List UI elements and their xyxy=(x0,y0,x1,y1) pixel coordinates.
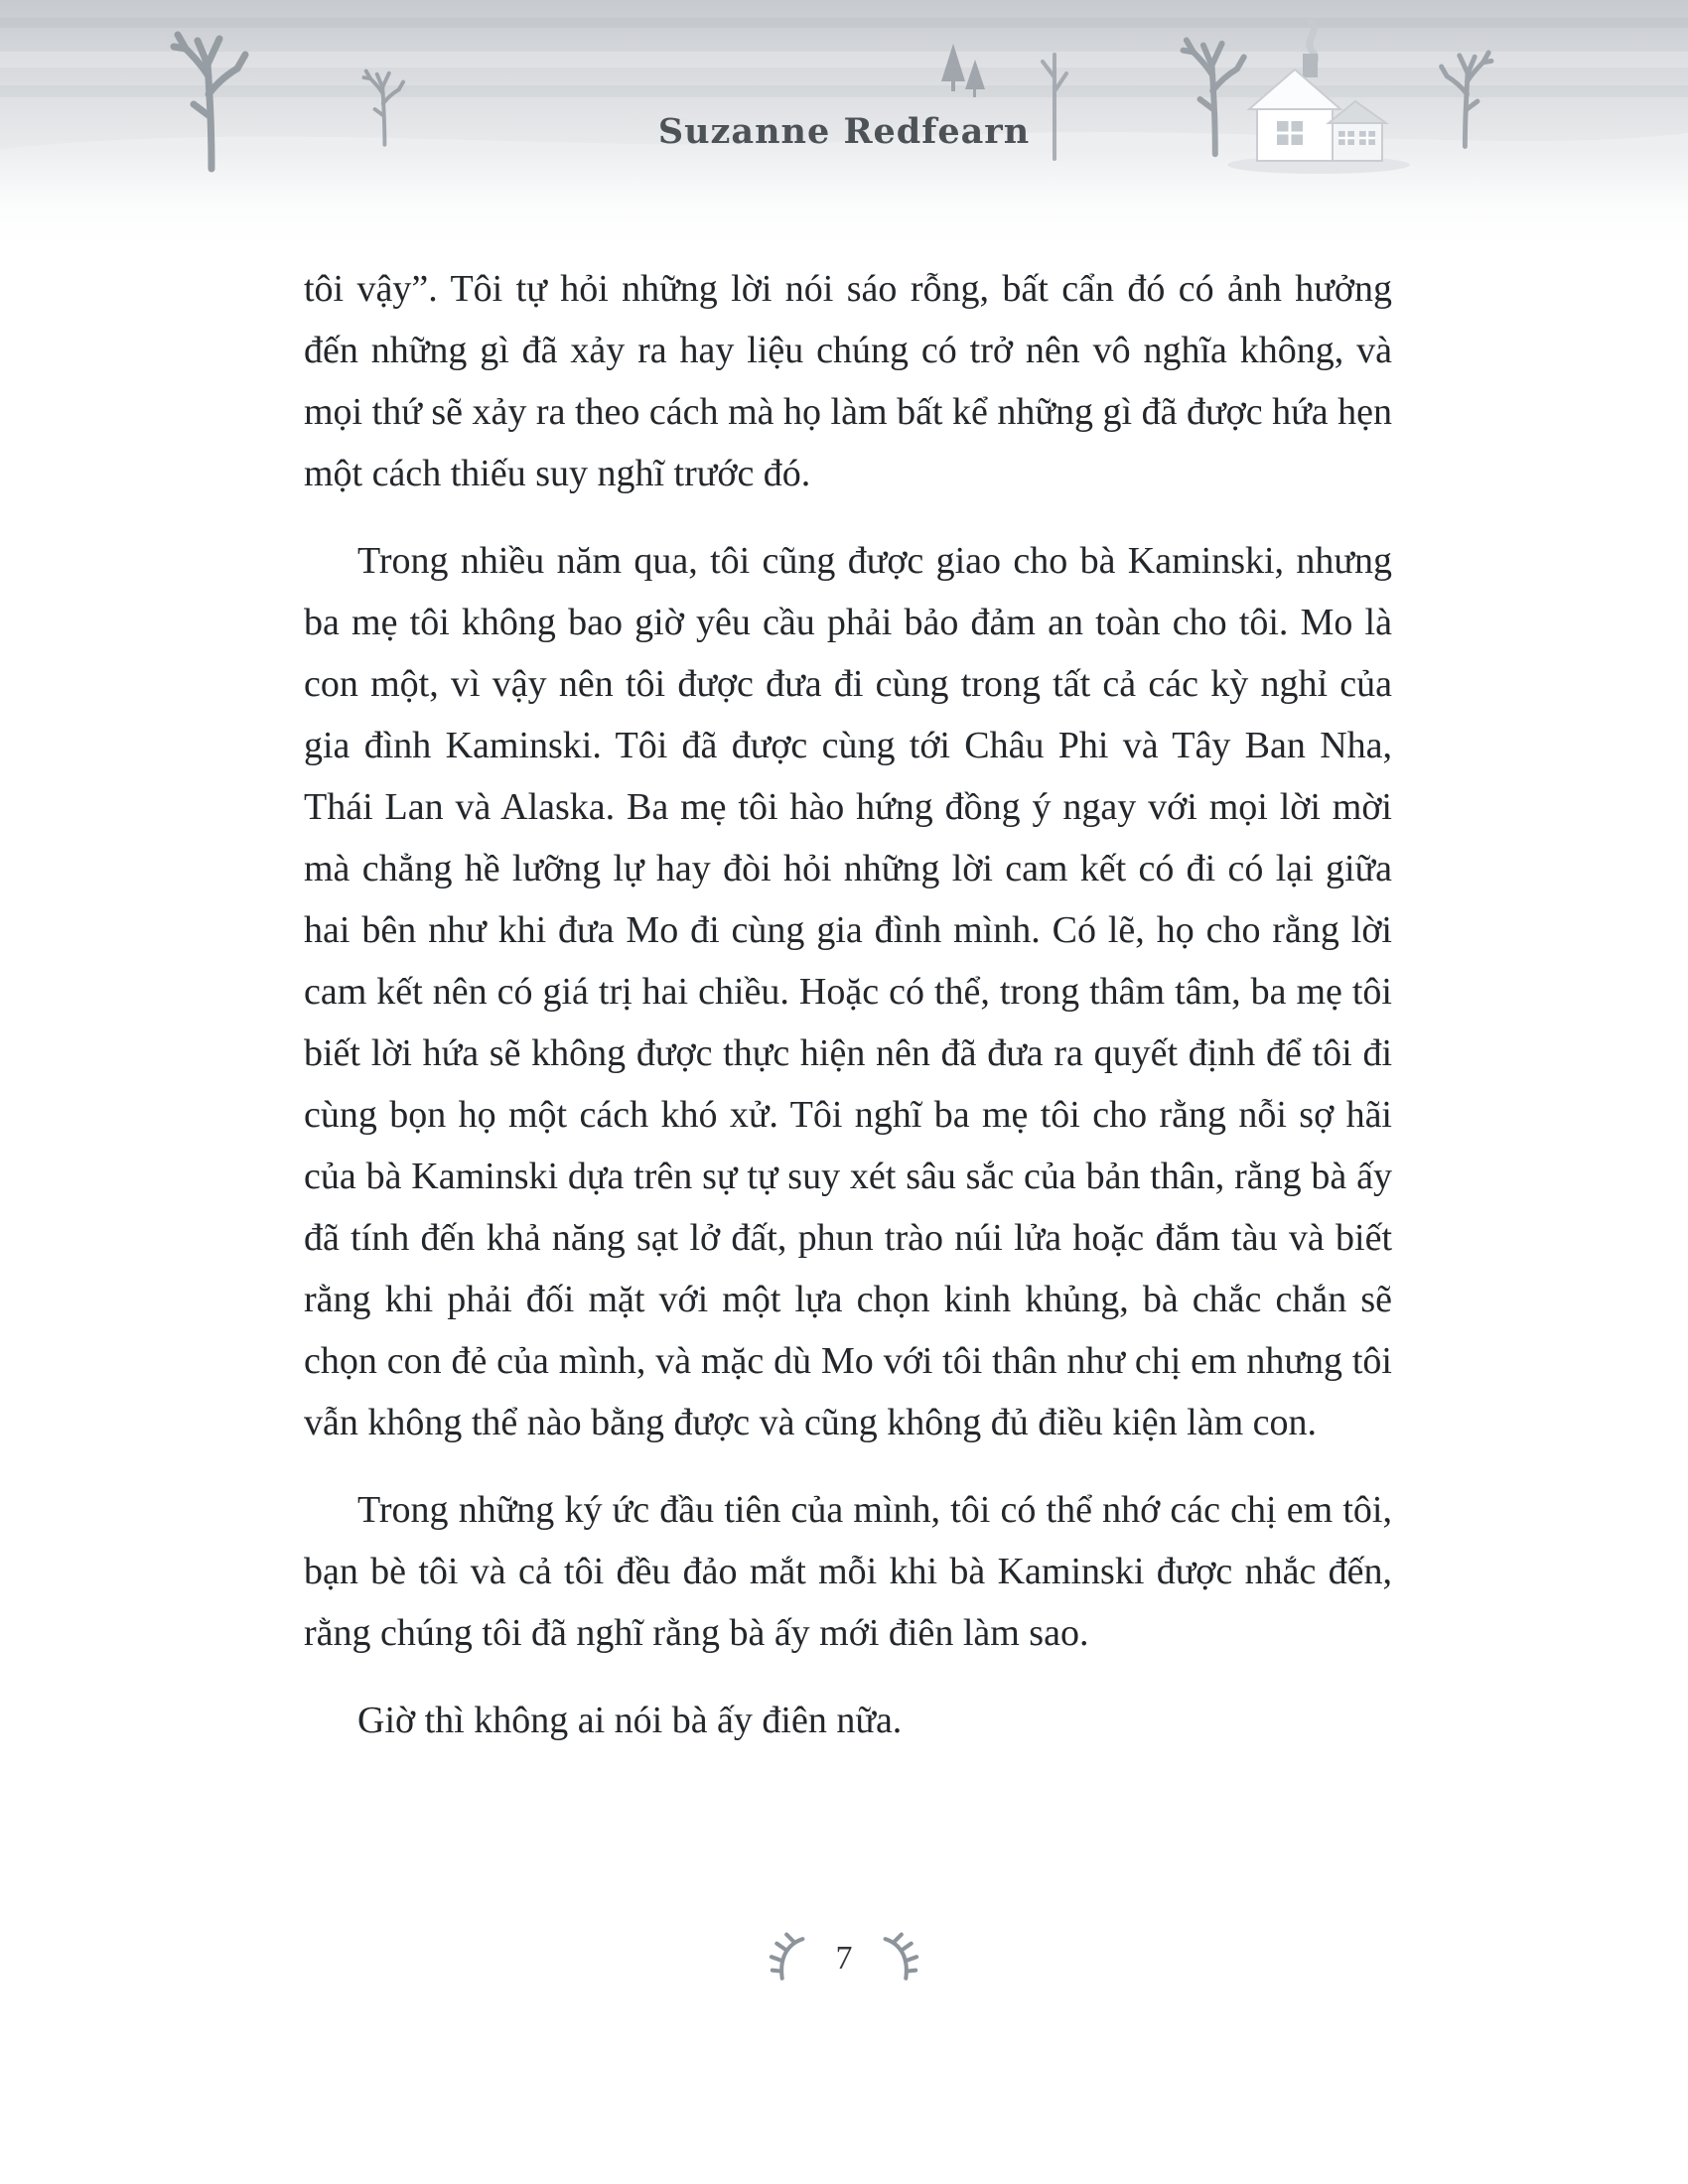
antler-ornament-left-icon xyxy=(762,1932,815,1985)
author-name: Suzanne Redfearn xyxy=(657,111,1031,152)
page-header xyxy=(0,0,1688,248)
paragraph: Trong những ký ức đầu tiên của mình, tôi có thể nhớ các chị em tôi, bạn bè tôi và cả tôi đều đảo mắt mỗi khi bà Kaminski được nhắc đến, rằng chúng tôi đã nghĩ rằng bà ấy mới điên làm sao. xyxy=(304,1489,1392,1654)
page-body xyxy=(304,258,1392,1777)
paragraph: tôi vậy”. Tôi tự hỏi những lời nói sáo rỗng, bất cẩn đó có ảnh hưởng đến những gì đã xảy ra hay liệu chúng có trở nên vô nghĩa không, và mọi thứ sẽ xảy ra theo cách mà họ làm bất kể những gì đã được hứa hẹn một cách thiếu suy nghĩ trước đó. xyxy=(304,268,1392,494)
page-number: 7 xyxy=(835,1940,853,1977)
paragraph: Trong nhiều năm qua, tôi cũng được giao cho bà Kaminski, nhưng ba mẹ tôi không bao giờ yêu cầu phải bảo đảm an toàn cho tôi. Mo là con một, vì vậy nên tôi được đưa đi cùng trong tất cả các kỳ nghỉ của gia đình Kaminski. Tôi đã được cùng tới Châu Phi và Tây Ban Nha, Thái Lan và Alaska. Ba mẹ tôi hào hứng đồng ý ngay với mọi lời mời mà chẳng hề lưỡng lự hay đòi hỏi những lời cam kết có đi có lại giữa hai bên như khi đưa Mo đi cùng gia đình mình. Có lẽ, họ cho rằng lời cam kết nên có giá trị hai chiều. Hoặc có thể, trong thâm tâm, ba mẹ tôi biết lời hứa sẽ không được thực hiện nên đã đưa ra quyết định để tôi đi cùng bọn họ một cách khó xử. Tôi nghĩ ba mẹ tôi cho rằng nỗi sợ hãi của bà Kaminski dựa trên sự tự suy xét sâu sắc của bản thân, rằng bà ấy đã tính đến khả năng sạt lở đất, phun trào núi lửa hoặc đắm tàu và biết rằng khi phải đối mặt với một lựa chọn kinh khủng, bà chắc chắn sẽ chọn con đẻ của mình, và mặc dù Mo với tôi thân như chị em nhưng tôi vẫn không thể nào bằng được và cũng không đủ điều kiện làm con. xyxy=(304,540,1392,1443)
page-footer xyxy=(0,1932,1688,1985)
paragraph: Giờ thì không ai nói bà ấy điên nữa. xyxy=(357,1700,903,1741)
antler-ornament-right-icon xyxy=(873,1932,926,1985)
